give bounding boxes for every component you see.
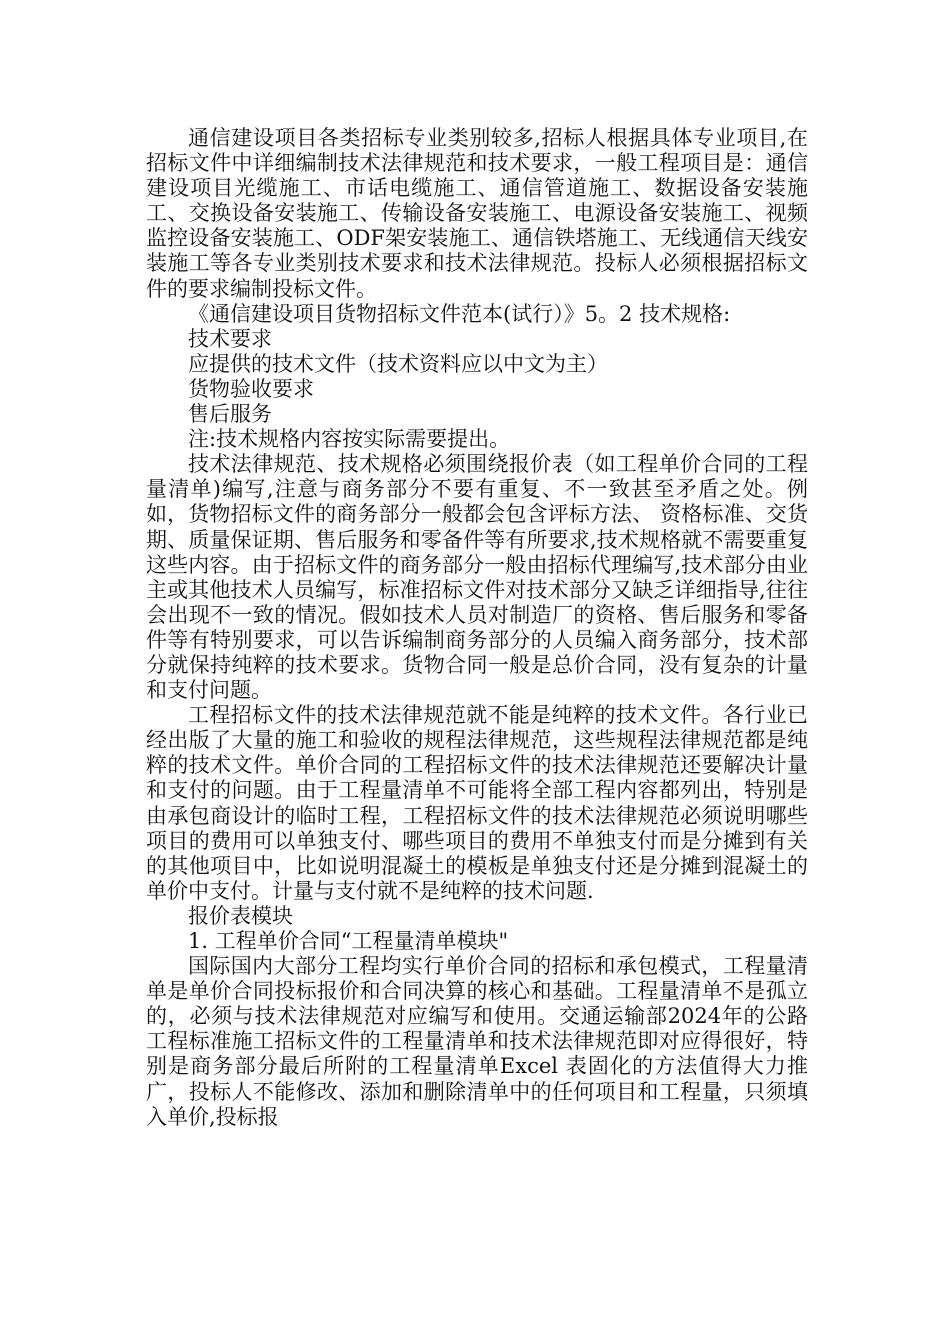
list-item: 售后服务 (188, 402, 272, 427)
section-heading-bill-of-quantities: 1. 工程单价合同“工程量清单模块" (188, 929, 509, 953)
paragraph-intro: 通信建设项目各类招标专业类别较多,招标人根据具体专业项目,在招标文件中详细编制技术法律规范和技术要求，一般工程项目是：通信建设项目光缆施工、市话电缆施工、通信管道施工、数据设备安装施工、交换设备安装施工、传输设备安装施工、电源设备安装施工、视频监控设备安装施工、ODF架安装施工、通信铁塔施工、无线通信天线安装施工等各专业类别技术要求和技术法律规范。投标人必须根据招标文件的要求编制投标文件。 (146, 126, 808, 301)
list-item: 注:技术规格内容按实际需要提出。 (188, 427, 511, 452)
document-body (146, 126, 808, 1130)
paragraph-spec-reference: 《通信建设项目货物招标文件范本(试行）》5。2 技术规格: (188, 301, 731, 326)
paragraph-technical-specs: 技术法律规范、技术规格必须围绕报价表（如工程单价合同的工程量清单)编写,注意与商务部分不要有重复、不一致甚至矛盾之处。例如，货物招标文件的商务部分一般都会包含评标方法、 资格标准、交货期、质量保证期、售后服务和零备件等有所要求,技术规格就不需要重复这些内容。由于招标文件的商务部分一般由招标代理编写,技术部分由业主或其他技术人员编写，标准招标文件对技术部分又缺乏详细指导,往往会出现不一致的情况。假如技术人员对制造厂的资格、售后服务和零备件等有特别要求，可以告诉编制商务部分的人员编入商务部分，技术部分就保持纯粹的技术要求。货物合同一般是总价合同，没有复杂的计量和支付问题。 (146, 452, 808, 703)
list-item: 应提供的技术文件（技术资料应以中文为主） (188, 351, 608, 376)
paragraph-engineering-specs: 工程招标文件的技术法律规范就不能是纯粹的技术文件。各行业已经出版了大量的施工和验收的规程法律规范，这些规程法律规范都是纯粹的技术文件。单价合同的工程招标文件的技术法律规范还要解决计量和支付的问题。由于工程量清单不可能将全部工程内容都列出，特别是由承包商设计的临时工程，工程招标文件的技术法律规范必须说明哪些项目的费用可以单独支付、哪些项目的费用不单独支付而是分摊到有关的其他项目中，比如说明混凝土的模板是单独支付还是分摊到混凝土的单价中支付。计量与支付就不是纯粹的技术问题. (146, 703, 808, 903)
list-item: 技术要求 (188, 326, 272, 351)
section-heading-price-table: 报价表模块 (188, 903, 293, 928)
spec-item-list (146, 327, 808, 452)
paragraph-unit-price-contract: 国际国内大部分工程均实行单价合同的招标和承包模式，工程量清单是单价合同投标报价和合同决算的核心和基础。工程量清单不是孤立的，必须与技术法律规范对应编写和使用。交通运输部2024年的公路工程标准施工招标文件的工程量清单和技术法律规范即对应得很好，特别是商务部分最后所附的工程量清单Excel 表固化的方法值得大力推广，投标人不能修改、添加和删除清单中的任何项目和工程量，只须填入单价,投标报 (146, 954, 808, 1129)
list-item: 货物验收要求 (188, 376, 314, 401)
